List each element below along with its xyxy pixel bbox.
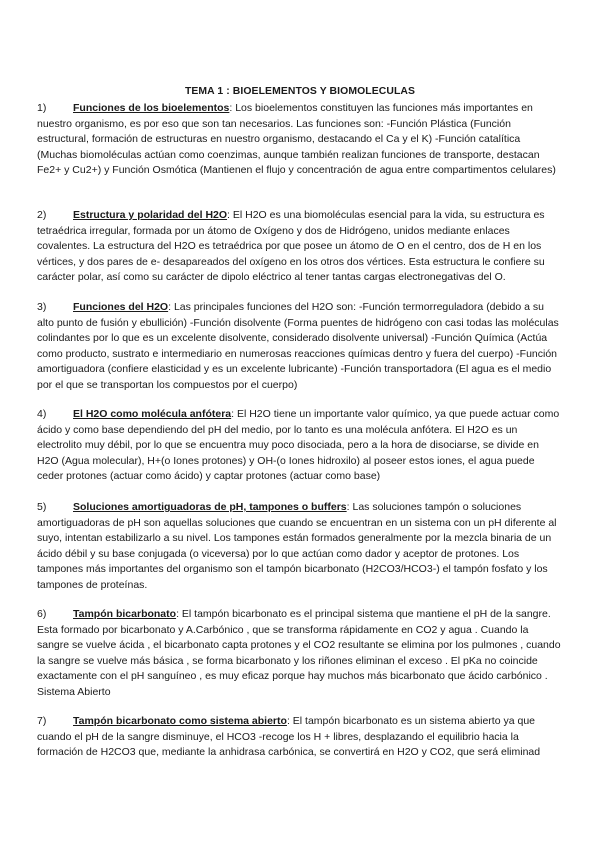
section-5 [37,500,563,594]
section-heading: Tampón bicarbonato como sistema abierto [73,715,287,727]
section-7 [37,714,563,761]
section-3 [37,300,563,394]
section-heading: El H2O como molécula anfótera [73,408,232,420]
section-number: 7) [37,715,47,727]
section-4 [37,407,563,485]
section-heading: Funciones del H2O [73,301,169,313]
section-text: : Los bioelementos constituyen las funciones más importantes en nuestro organismo, es por eso que son tan necesarios. Las funciones son: -Función Plástica (Función estructural, formación de estructuras en nuestro organismo, destacando el Ca y el K) -Función catalítica (Muchas biomoléculas actúan como coenzimas, aunque también realizan funciones de transporte, destacan Fe2+ y Cu2+) y Función Osmótica (Mantienen el flujo y concentración de agua entre compartimentos celulares) [37,102,556,177]
section-heading: Estructura y polaridad del H2O [73,209,228,221]
section-number: 4) [37,408,47,420]
section-heading: Funciones de los bioelementos [73,102,230,114]
section-text: : El H2O es una biomoléculas esencial para la vida, su estructura es tetraédrica irregular, formada por un átomo de Oxígeno y dos de Hidrógeno, unidos mediante enlaces covalentes. La estructura del H2O es tetraédrica por que posee un átomo de O en el centro, dos de H en los vértices, y dos pares de e- desapareados del oxígeno en los otros dos vértices. Esta estructura le confiere su carácter polar, así como su carácter de dipolo eléctrico al tener tantas cargas electronegativas del O. [37,209,545,284]
section-text: : Las soluciones tampón o soluciones amortiguadoras de pH son aquellas soluciones que cuando se encuentran en un sistema con un pH diferente al suyo, intentan estabilizarlo a su nivel. Los tampones están formados generalmente por la mezcla binaria de un ácido débil y su base conjugada (o viceversa) por lo que actúan como dador y aceptor de protones. Los tampones más importantes del organismo son el tampón bicarbonato (H2CO3/HCO3-) el tampón fosfato y los tampones de proteínas. [37,501,557,591]
section-1 [37,101,563,179]
section-number: 5) [37,501,47,513]
section-text: : Las principales funciones del H2O son: -Función termorreguladora (debido a su alto punto de fusión y ebullición) -Función disolvente (Forma puentes de hidrógeno con casi todas las moléculas colindantes por lo que es un excelente disolvente, considerado disolvente universal) -Función Química (Actúa como producto, sustrato e intermediario en numerosas reacciones químicas dentro y fuera del cuerpo) -Función amortiguadora (confiere elasticidad y es un excelente lubricante) -Función transportadora (El agua es el medio por el que se transportan los compuestos por el cuerpo) [37,301,559,391]
document-title: TEMA 1 : BIOELEMENTOS Y BIOMOLECULAS [184,86,416,97]
section-number: 6) [37,608,47,620]
section-number: 1) [37,102,47,114]
section-heading: Tampón bicarbonato [73,608,177,620]
section-2 [37,208,563,286]
section-number: 2) [37,209,47,221]
section-number: 3) [37,301,47,313]
section-heading: Soluciones amortiguadoras de pH, tampones o buffers [73,501,347,513]
section-text: : El H2O tiene un importante valor químico, ya que puede actuar como ácido y como base dependiendo del pH del medio, por lo tanto es una molécula anfótera. El H2O es un electrolito muy débil, por lo que se encuentra muy poco disociada, pero a la hora de disociarse, se divide en H2O (Agua molecular), H+(o Iones protones) y OH-(o Iones hidroxilo) al poseer estos iones, el agua puede ceder protones (actuar como ácido) y captar protones (actuar como base) [37,408,560,483]
section-text: : El tampón bicarbonato es el principal sistema que mantiene el pH de la sangre. Esta formado por bicarbonato y A.Carbónico , que se transforma rápidamente en CO2 y agua . Cuando la sangre se vuelve ácida , el bicarbonato capta protones y el CO2 resultante se elimina por los pulmones , cuando la sangre se vuelve más básica , se forma bicarbonato y los riñones eliminan el exceso . El pKa no coincide exactamente con el pH sanguíneo , es muy eficaz porque hay muchos más bicarbonato que ácido carbónico . Sistema Abierto [37,608,561,698]
section-text: : El tampón bicarbonato es un sistema abierto ya que cuando el pH de la sangre disminuye, el HCO3 -recoge los H + libres, desplazando el equilibrio hacia la formación de H2CO3 que, mediante la anhidrasa carbónica, se convertirá en H2O y CO2, que será eliminad [37,715,541,759]
section-6 [37,607,563,701]
